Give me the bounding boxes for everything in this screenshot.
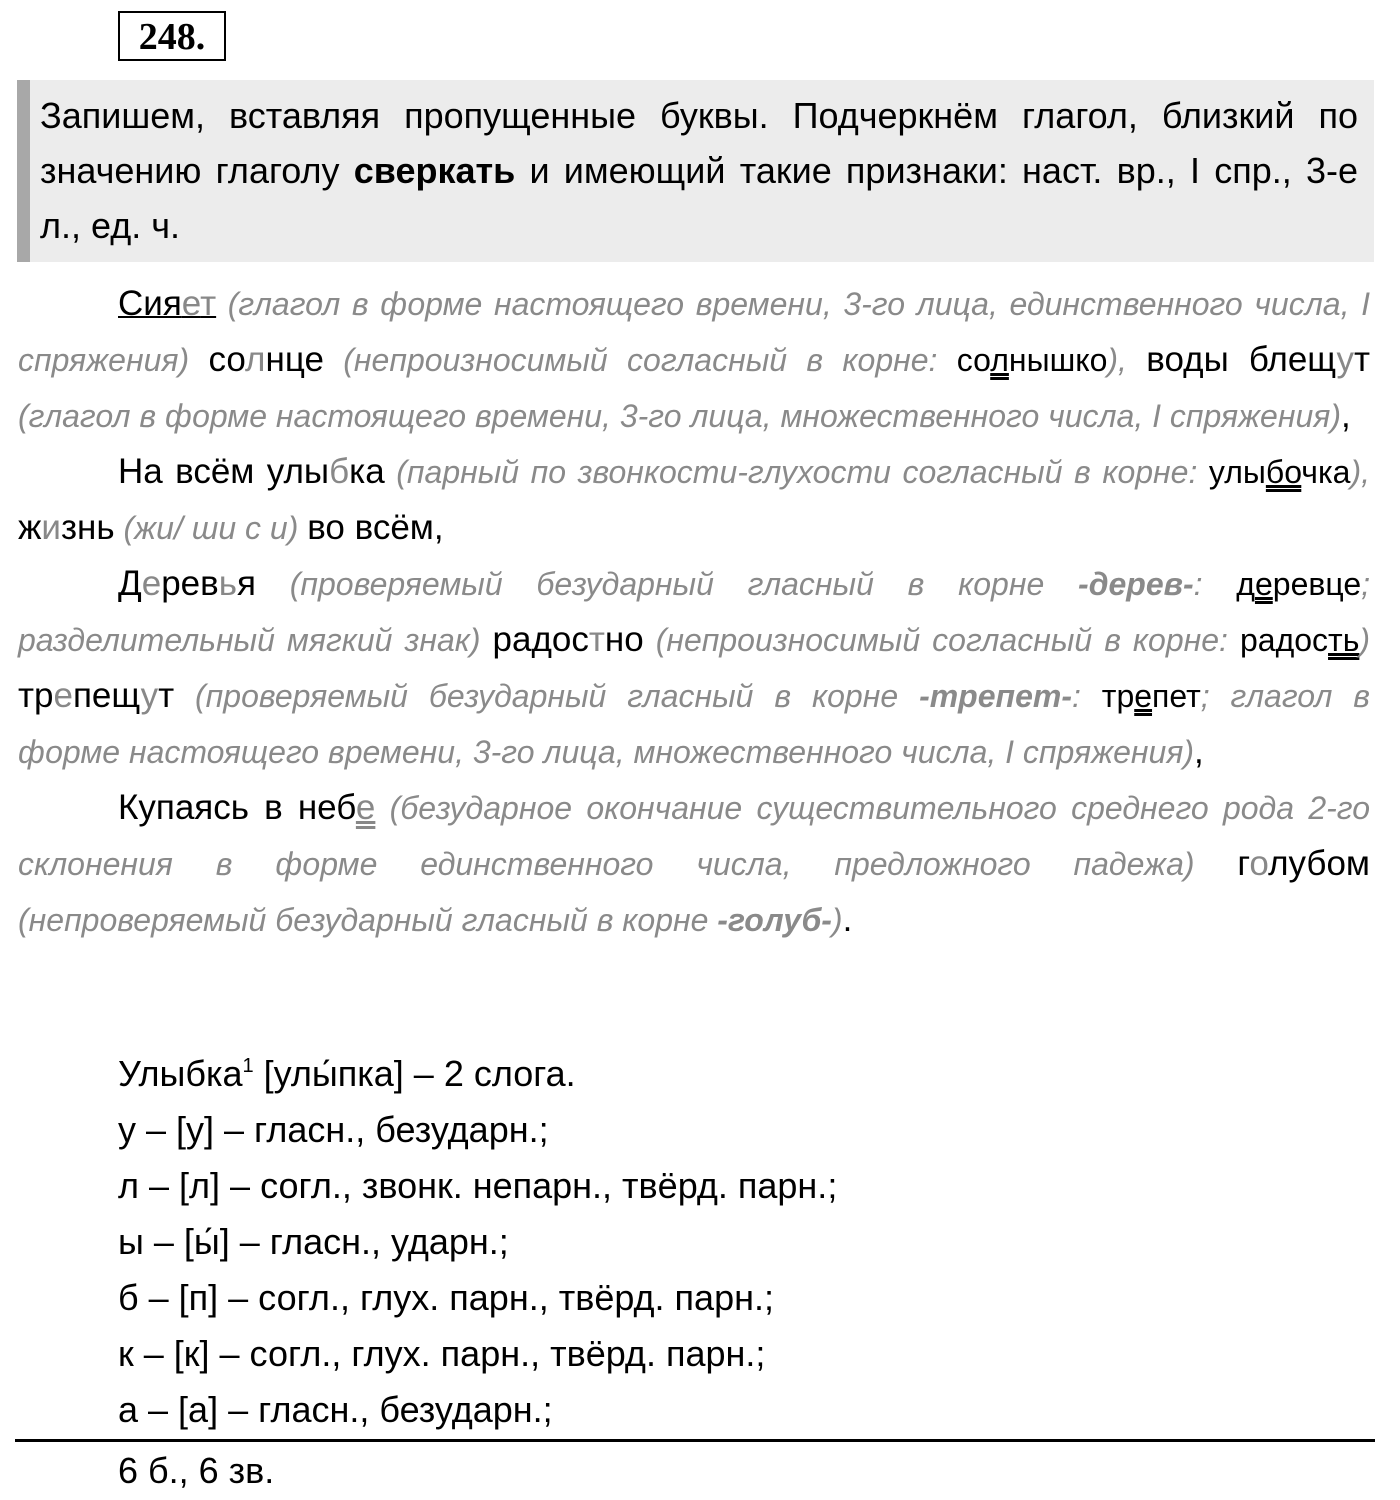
check-word: радость: [1239, 622, 1360, 658]
comment: ),: [1107, 342, 1147, 378]
analysis-line: л – [л] – согл., звонк. непарн., твёрд. парн.;: [118, 1165, 838, 1206]
word: Сияет: [118, 284, 217, 323]
task-text-end: и имеющий такие признаки: наст. вр., I спр., 3-е л., ед. ч.: [40, 150, 1358, 246]
word: воды блещут: [1146, 340, 1371, 379]
comment: (глагол в форме настоящего времени, 3-го лица, множественного числа, I спряжения): [18, 398, 1341, 434]
comment: (непроизносимый согласный в корне:: [643, 622, 1240, 658]
task-keyword: сверкать: [353, 150, 516, 191]
comment: (проверяемый безударный гласный в корне -трепет-:: [174, 678, 1102, 714]
word: солнце: [208, 340, 324, 379]
comment: (безударное окончание существительного среднего рода 2-го склонения в форме единственного числа, предложного падежа): [18, 790, 1371, 882]
analysis-line: к – [к] – согл., глух. парн., твёрд. парн.;: [118, 1333, 766, 1374]
comment: (непроверяемый безударный гласный в корне -голуб-): [18, 902, 843, 938]
comment: ; глагол в форме настоящего времени, 3-го лица, множественного числа, I спряжения): [18, 678, 1371, 770]
footnote-mark: 1: [242, 1055, 254, 1077]
comment: (парный по звонкости-глухости согласный в корне:: [384, 454, 1209, 490]
word: радостно: [492, 620, 644, 659]
verse-body: [18, 276, 1370, 948]
word: голубом: [1237, 844, 1370, 883]
comment: (непроизносимый согласный в корне:: [323, 342, 957, 378]
comment: ; разделительный мягкий знак): [18, 566, 1371, 658]
word: Купаясь в небе: [118, 788, 376, 827]
comment: ),: [1350, 454, 1371, 490]
task-statement: [17, 80, 1374, 262]
divider: [15, 1439, 1375, 1442]
comment: (глагол в форме настоящего времени, 3-го лица, единственного числа, I спряжения): [18, 286, 1370, 378]
phonetic-analysis: [118, 1046, 837, 1438]
analysis-line: у – [у] – гласн., безударн.;: [118, 1109, 549, 1150]
punct: ,: [1341, 396, 1351, 435]
word: Деревья: [118, 564, 256, 603]
task-text: Запишем, вставляя пропущенные буквы. Подчеркнём глагол, близкий по значению глаголу: [40, 95, 1358, 191]
comment: (жи/ ши с и): [114, 510, 308, 546]
verse-line-4: [18, 780, 1370, 948]
punct: .: [842, 900, 853, 939]
check-word: трепет: [1101, 678, 1201, 714]
analysis-line: б – [п] – согл., глух. парн., твёрд. парн.;: [118, 1277, 774, 1318]
word: На всём улыбка: [118, 452, 385, 491]
word: во всём,: [307, 508, 444, 547]
analysis-head: Улыбка$^1$ [улы́пка] – 2 слога.: [118, 1053, 576, 1094]
comment: (проверяемый безударный гласный в корне -дерев-:: [255, 566, 1237, 602]
check-word: деревце: [1236, 566, 1362, 602]
analysis-line: ы – [ы́] – гласн., ударн.;: [118, 1221, 509, 1262]
verse-line-1: [18, 276, 1370, 444]
analysis-line: а – [а] – гласн., безударн.;: [118, 1389, 553, 1430]
verse-line-3: [18, 556, 1370, 780]
exercise-number: 248.: [118, 11, 226, 61]
check-word: солнышко: [956, 342, 1108, 378]
comment: ): [1359, 622, 1371, 658]
word: жизнь: [18, 508, 115, 547]
word: трепещут: [18, 676, 175, 715]
verse-line-2: [18, 444, 1370, 556]
punct: ,: [1194, 732, 1204, 771]
analysis-total: 6 б., 6 зв.: [118, 1450, 275, 1491]
check-word: улыбочка: [1208, 454, 1351, 490]
